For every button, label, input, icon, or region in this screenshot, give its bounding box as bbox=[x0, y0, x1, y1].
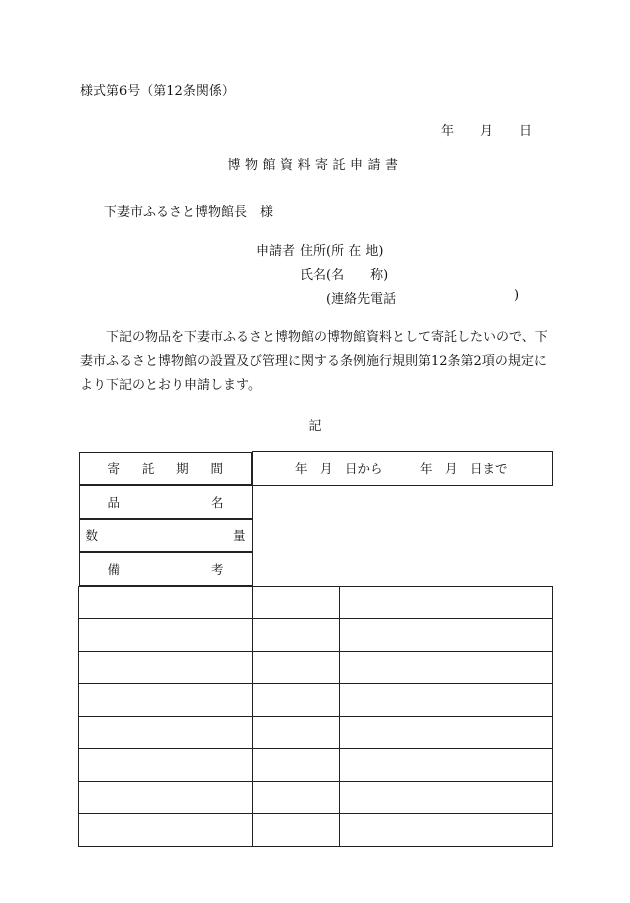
body-text: 下記の物品を下妻市ふるさと博物館の博物館資料として寄託したいので、下妻市ふるさと博物館の設置及び管理に関する条例施行規則第12条第2項の規定により下記のとおり申請します。 bbox=[80, 330, 548, 393]
note-cell[interactable] bbox=[340, 781, 553, 814]
qty-cell[interactable] bbox=[253, 651, 340, 684]
header-char: 託 bbox=[141, 461, 155, 477]
header-char: 備 bbox=[107, 561, 121, 577]
deposit-table bbox=[78, 451, 553, 847]
qty-cell[interactable] bbox=[253, 749, 340, 782]
qty-cell[interactable] bbox=[253, 781, 340, 814]
applicant-name-label: 氏名(名 称) bbox=[300, 268, 389, 283]
qty-cell[interactable] bbox=[253, 586, 340, 619]
item-cell[interactable] bbox=[79, 749, 253, 782]
header-char: 期 bbox=[176, 461, 189, 477]
item-row bbox=[79, 619, 553, 652]
qty-cell[interactable] bbox=[253, 684, 340, 717]
item-row bbox=[79, 781, 553, 814]
item-row bbox=[79, 651, 553, 684]
period-value[interactable]: 年 月 日から 年 月 日まで bbox=[253, 452, 553, 486]
item-cell[interactable] bbox=[79, 781, 253, 814]
header-char: 寄 bbox=[107, 461, 121, 477]
col-qty-header bbox=[79, 519, 253, 553]
item-cell[interactable] bbox=[79, 651, 253, 684]
date-line bbox=[441, 120, 532, 139]
applicant-phone-close: ) bbox=[514, 288, 520, 303]
note-cell[interactable] bbox=[340, 716, 553, 749]
date-year: 年 bbox=[441, 124, 455, 139]
applicant-address-label: 住所(所 在 地) bbox=[300, 244, 384, 259]
applicant-phone-label: (連絡先電話 bbox=[326, 292, 397, 307]
item-row bbox=[79, 586, 553, 619]
addressee: 下妻市ふるさと博物館長 様 bbox=[104, 205, 274, 220]
note-cell[interactable] bbox=[340, 814, 553, 847]
header-char: 間 bbox=[210, 461, 223, 477]
date-day: 日 bbox=[519, 124, 533, 139]
header-char: 数 bbox=[85, 528, 99, 544]
date-month: 月 bbox=[480, 124, 494, 139]
note-cell[interactable] bbox=[340, 684, 553, 717]
note-cell[interactable] bbox=[340, 619, 553, 652]
header-char: 品 bbox=[107, 494, 121, 510]
item-cell[interactable] bbox=[79, 814, 253, 847]
ki-heading: 記 bbox=[308, 419, 322, 434]
item-row bbox=[79, 814, 553, 847]
item-row bbox=[79, 749, 553, 782]
item-cell[interactable] bbox=[79, 619, 253, 652]
header-char: 考 bbox=[210, 561, 224, 577]
document-title: 博物館資料寄託申請書 bbox=[227, 158, 403, 173]
item-cell[interactable] bbox=[79, 684, 253, 717]
header-char: 量 bbox=[232, 528, 246, 544]
qty-cell[interactable] bbox=[253, 619, 340, 652]
item-row bbox=[79, 716, 553, 749]
note-cell[interactable] bbox=[340, 749, 553, 782]
qty-cell[interactable] bbox=[253, 814, 340, 847]
applicant-label: 申請者 bbox=[256, 244, 296, 259]
note-cell[interactable] bbox=[340, 651, 553, 684]
col-item-header bbox=[79, 485, 253, 519]
item-cell[interactable] bbox=[79, 716, 253, 749]
item-cell[interactable] bbox=[79, 586, 253, 619]
col-note-header bbox=[79, 552, 253, 586]
header-char: 名 bbox=[210, 494, 224, 510]
period-row bbox=[79, 452, 553, 486]
qty-cell[interactable] bbox=[253, 716, 340, 749]
header-row bbox=[79, 485, 553, 586]
form-number: 様式第6号（第12条関係） bbox=[80, 84, 235, 99]
period-label bbox=[79, 452, 253, 486]
item-row bbox=[79, 684, 553, 717]
note-cell[interactable] bbox=[340, 586, 553, 619]
